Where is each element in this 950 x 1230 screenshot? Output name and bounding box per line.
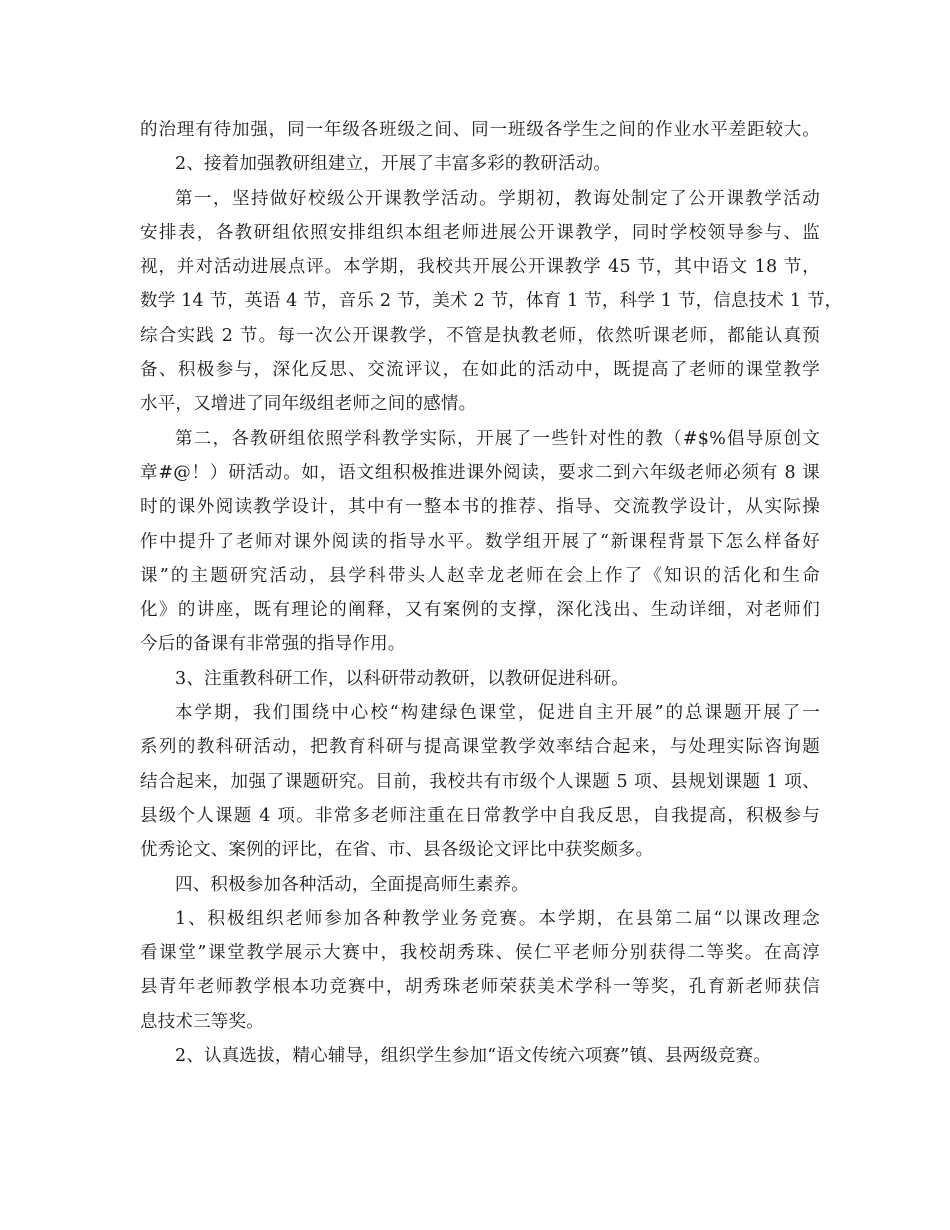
- text-line: 1、积极组织老师参加各种教学业务竞赛。本学期，在县第二届“以课改理念: [175, 908, 820, 929]
- text-line: 章#@！）研活动。如，语文组积极推进课外阅读，要求二到六年级老师必须有 8 课: [140, 462, 820, 483]
- text-line: 第二，各教研组依照学科教学实际，开展了一些针对性的教（#$%倡导原创文: [175, 428, 820, 449]
- document-body: [140, 113, 843, 1073]
- text-line: 2、认真选拔，精心辅导，组织学生参加“语文传统六项赛”镇、县两级竞赛。: [175, 1046, 772, 1067]
- text-line: 视，并对活动进展点评。本学期，我校共开展公开课教学 45 节，其中语文 18 节，: [140, 257, 820, 278]
- text-line: 2、接着加强教研组建立，开展了丰富多彩的教研活动。: [175, 154, 612, 175]
- text-line: 备、积极参与，深化反思、交流评议，在如此的活动中，既提高了老师的课堂教学: [140, 360, 820, 381]
- text-line: 水平，又增进了同年级组老师之间的感情。: [140, 394, 477, 415]
- text-line: 安排表，各教研组依照安排组织本组老师进展公开课教学，同时学校领导参与、监: [140, 222, 820, 243]
- text-line: 息技术三等奖。: [140, 1011, 264, 1032]
- text-line: 的治理有待加强，同一年级各班级之间、同一班级各学生之间的作业水平差距较大。: [140, 120, 820, 140]
- text-line: 县青年老师教学根本功竞赛中，胡秀珠老师荣获美术学科一等奖，孔育新老师获信: [140, 977, 820, 998]
- text-line: 四、积极参加各种活动，全面提高师生素养。: [175, 874, 529, 895]
- text-line: 优秀论文、案例的评比，在省、市、县各级论文评比中获奖颇多。: [140, 840, 654, 861]
- text-line: 系列的教科研活动，把教育科研与提高课堂教学效率结合起来，与处理实际咨询题: [140, 737, 820, 758]
- text-line: 看课堂”课堂教学展示大赛中，我校胡秀珠、侯仁平老师分别获得二等奖。在高淳: [140, 943, 820, 964]
- text-line: 化》的讲座，既有理论的阐释，又有案例的支撑，深化浅出、生动详细，对老师们: [140, 600, 820, 621]
- text-line: 课”的主题研究活动，县学科带头人赵幸龙老师在会上作了《知识的活化和生命: [140, 565, 820, 586]
- text-line: 今后的备课有非常强的指导作用。: [140, 634, 406, 655]
- text-line: 时的课外阅读教学设计，其中有一整本书的推荐、指导、交流教学设计，从实际操: [140, 497, 820, 518]
- text-line: 数学 14 节，英语 4 节，音乐 2 节，美术 2 节，体育 1 节，科学 1 节，信息技术 1 节，: [140, 291, 843, 312]
- text-line: 作中提升了老师对课外阅读的指导水平。数学组开展了“新课程背景下怎么样备好: [140, 531, 820, 552]
- text-line: 综合实践 2 节。每一次公开课教学，不管是执教老师，依然听课老师，都能认真预: [140, 325, 820, 346]
- text-line: 结合起来，加强了课题研究。目前，我校共有市级个人课题 5 项、县规划课题 1 项、: [140, 771, 820, 792]
- text-line: 3、注重教科研工作，以科研带动教研，以教研促进科研。: [175, 668, 629, 689]
- text-line: 县级个人课题 4 项。非常多老师注重在日常教学中自我反思，自我提高，积极参与: [140, 805, 820, 826]
- text-line: 第一，坚持做好校级公开课教学活动。学期初，教诲处制定了公开课教学活动: [175, 188, 820, 209]
- text-line: 本学期，我们围绕中心校“构建绿色课堂，促进自主开展”的总课题开展了一: [175, 703, 820, 724]
